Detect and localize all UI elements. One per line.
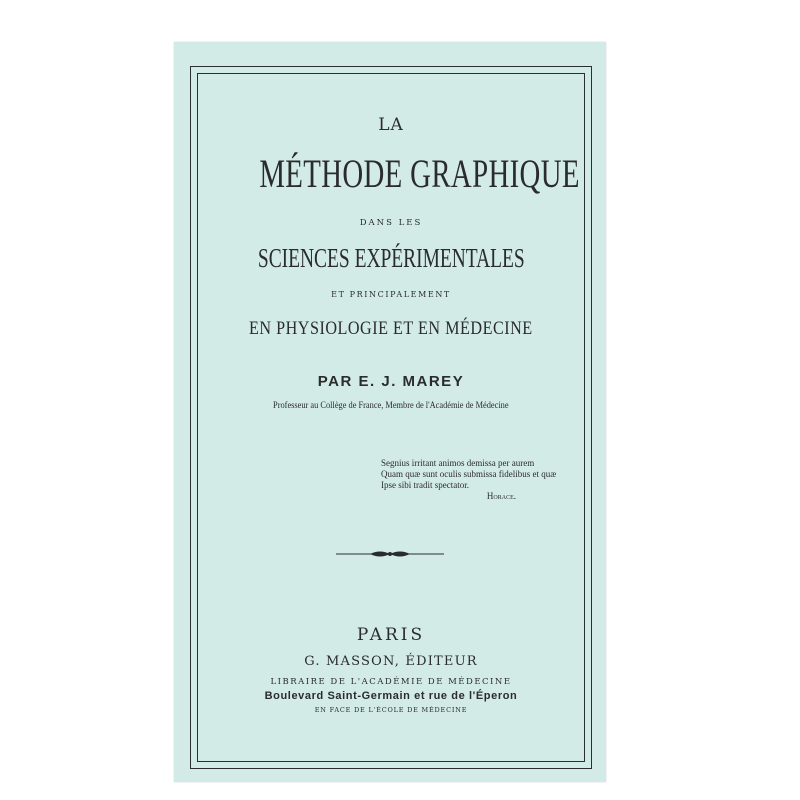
location-note: EN FACE DE L'ÉCOLE DE MÉDECINE bbox=[314, 706, 468, 714]
main-title-text: MÉTHODE GRAPHIQUE bbox=[259, 151, 580, 196]
main-title bbox=[197, 150, 585, 197]
publisher-role: LIBRAIRE DE L'ACADÉMIE DE MÉDECINE bbox=[270, 677, 512, 687]
imprint-city: PARIS bbox=[356, 625, 426, 645]
epigraph-line: Ipse sibi tradit spectator. bbox=[381, 480, 469, 490]
author-name: PAR E. J. MAREY bbox=[317, 373, 465, 390]
connector-dans-les: DANS LES bbox=[359, 218, 423, 228]
title-article: LA bbox=[378, 115, 404, 135]
epigraph-line: Quam quæ sunt oculis submissa fidelibus et quæ bbox=[381, 469, 557, 479]
connector-et-principalement: ET PRINCIPALEMENT bbox=[331, 290, 451, 299]
publisher-address: Boulevard Saint-Germain et rue de l'Éperon bbox=[264, 690, 518, 702]
author-credentials-text: Professeur au Collège de France, Membre de l'Académie de Médecine bbox=[273, 401, 509, 411]
publisher-name: G. MASSON, ÉDITEUR bbox=[304, 654, 478, 669]
fields-text: EN PHYSIOLOGIE ET EN MÉDECINE bbox=[249, 318, 533, 339]
subtitle-text: SCIENCES EXPÉRIMENTALES bbox=[257, 243, 525, 273]
author-credentials bbox=[197, 400, 585, 411]
fields-line bbox=[197, 318, 585, 340]
ornament-divider-icon bbox=[336, 548, 444, 560]
epigraph-line: Segnius irritant animos demissa per aurem bbox=[381, 458, 535, 468]
epigraph-attribution: Horace. bbox=[486, 491, 516, 501]
subtitle bbox=[197, 243, 585, 274]
epigraph bbox=[381, 458, 561, 502]
